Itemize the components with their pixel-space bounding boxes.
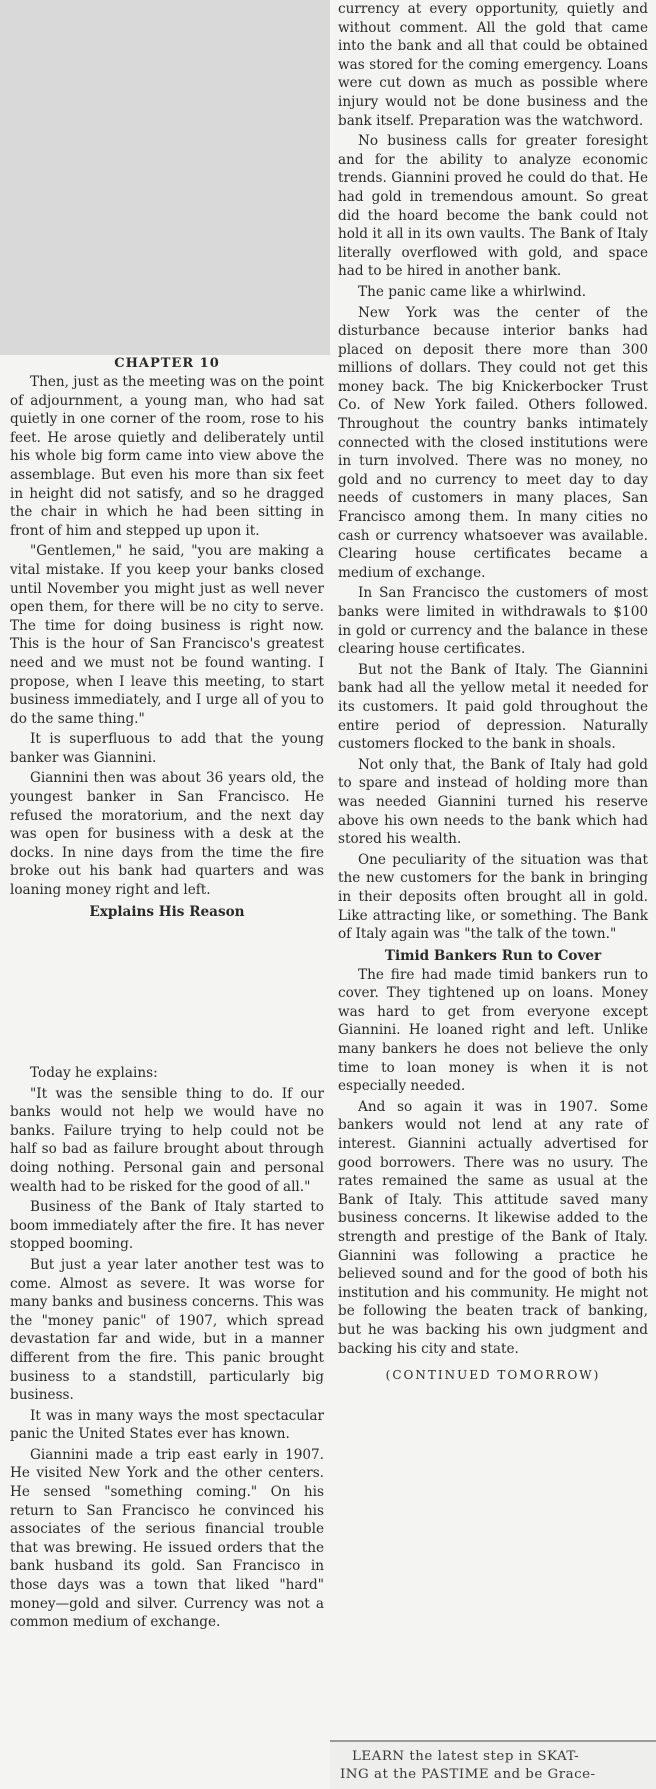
right-paragraph: And so again it was in 1907. Some bankers would not lend at any rate of interest. Giannini actually advertised for good borrowers. There was no usury. The rates remained the same as usual at the Bank of Italy. This attitude saved many business concerns. It likewise added to the strength and prestige of the Bank of Italy. Giannini was following a practice he believed sound and for the good of both his institution and his community. He might not be following the beaten track of banking, but he was backing his own judgment and backing his city and state. [338,1098,648,1357]
continued-notice: (CONTINUED TOMORROW) [385,1368,601,1383]
chapter-heading: CHAPTER 10 [114,356,220,371]
right-paragraph: The fire had made timid bankers run to cover. They tightened up on loans. Money was hard to get from everyone except Giannini. He loaned right and left. Unlike many bankers he does not believe the only time to loan money is when it is not especially needed. [338,966,648,1095]
left-paragraph: Business of the Bank of Italy started to boom immediately after the fire. It has never stopped booming. [10,1199,324,1253]
left-top-clipping [0,355,330,1060]
right-column-clipping [330,0,656,1789]
left-paragraph: "Gentlemen," he said, "you are making a vital mistake. If you keep your banks closed until November you might just as well never open them, for there will be no city to serve. The time for doing business is right now. This is the hour of San Francisco's greatest need and we must not be found wanting. I propose, when I leave this meeting, to start business immediately, and I urge all of you to do the same thing." [10,543,324,727]
right-paragraph: The panic came like a whirlwind. [358,283,587,300]
left-paragraph: Giannini made a trip east early in 1907. He visited New York and the other centers. He sensed "something coming." On his return to San Francisco he convinced his associates of the serious financial trouble that was brewing. He issued orders that the bank husband its gold. San Francisco in those days was a town that liked "hard" money—gold and silver. Currency was not a common medium of exchange. [10,1446,324,1631]
left-paragraph: Giannini then was about 36 years old, the youngest banker in San Francisco. He refused the moratorium, and the next day was open for business with a desk at the docks. In nine days from the time the fire broke out his bank had quarters and was loaning money right and left. [10,770,324,899]
ad-line: LEARN the latest step in SKAT- [352,1749,580,1764]
left-paragraph: But just a year later another test was to come. Almost as severe. It was worse for many banks and business concerns. This was the "money panic" of 1907, which spread devastation far and wide, but in a manner different from the fire. This panic brought business to a standstill, particularly big business. [10,1256,324,1404]
left-paragraph: Then, just as the meeting was on the point of adjournment, a young man, who had sat quietly in one corner of the room, rose to his feet. He arose quietly and deliberately until his whole big form came into view above the assemblage. But even his more than six feet in height did not satisfy, and so he dragged the chair in which he had been sitting in front of him and stepped up upon it. [10,374,324,539]
subheading-timid-bankers: Timid Bankers Run to Cover [384,947,602,964]
right-paragraph: But not the Bank of Italy. The Giannini bank had all the yellow metal it needed for its customers. It paid gold throughout the entire period of depression. Naturally customers flocked to the bank in shoals. [338,661,648,753]
right-paragraph: New York was the center of the disturbance because interior banks had placed on deposit there more than 300 millions of dollars. They could not get this money back. The big Knickerbocker Trust Co. of New York failed. Others followed. Throughout the country banks intimately connected with the closed institutions were in turn involved. There was no money, no gold and no currency to meet day to day needs of customers in many places, San Francisco among them. In many cities no cash or currency whatsoever was available. Clearing house certificates became a medium of exchange. [338,304,648,581]
right-paragraph: In San Francisco the customers of most banks were limited in withdrawals to $100 in gold or currency and the balance in these clearing house certificates. [338,585,648,658]
subheading-explains: Explains His Reason [89,903,245,920]
right-paragraph: Not only that, the Bank of Italy had gold to spare and instead of holding more than was needed Giannini turned his reserve above his own needs to the bank which had stored his wealth. [338,756,648,848]
right-paragraph: No business calls for greater foresight and for the ability to analyze economic trends. Giannini proved he could do that. He had gold in tremendous amount. So great did the hoard become the bank could not hold it all in its own vaults. The Bank of Italy literally overflowed with gold, and space had to be hired in another bank. [338,133,648,280]
left-paragraph: It was in many ways the most spectacular panic the United States ever has known. [10,1407,324,1443]
right-paragraph: One peculiarity of the situation was that the new customers for the bank in bringing in their deposits often brought all in gold. Like attracting like, or something. The Bank of Italy again was "the talk of the town." [338,851,648,943]
right-top-paragraph: currency at every opportunity, quietly and without comment. All the gold that came into the bank and all that could be obtained was stored for the coming emergency. Loans were cut down as much as possible where injury would not be done business and the bank itself. Preparation was the watchword. [338,1,648,129]
left-paragraph: It is superfluous to add that the young banker was Giannini. [10,731,324,766]
ad-line: ING at the PASTIME and be Grace- [340,1767,596,1782]
left-bottom-clipping [0,1060,330,1789]
left-paragraph: Today he explains: [30,1065,158,1081]
skating-advertisement [330,1740,656,1789]
left-paragraph: "It was the sensible thing to do. If our banks would not help we would have no banks. Failure trying to help could not be half so bad as failure brought about through doing nothing. Personal gain and personal wealth had to be risked for the good of all." [10,1085,324,1195]
